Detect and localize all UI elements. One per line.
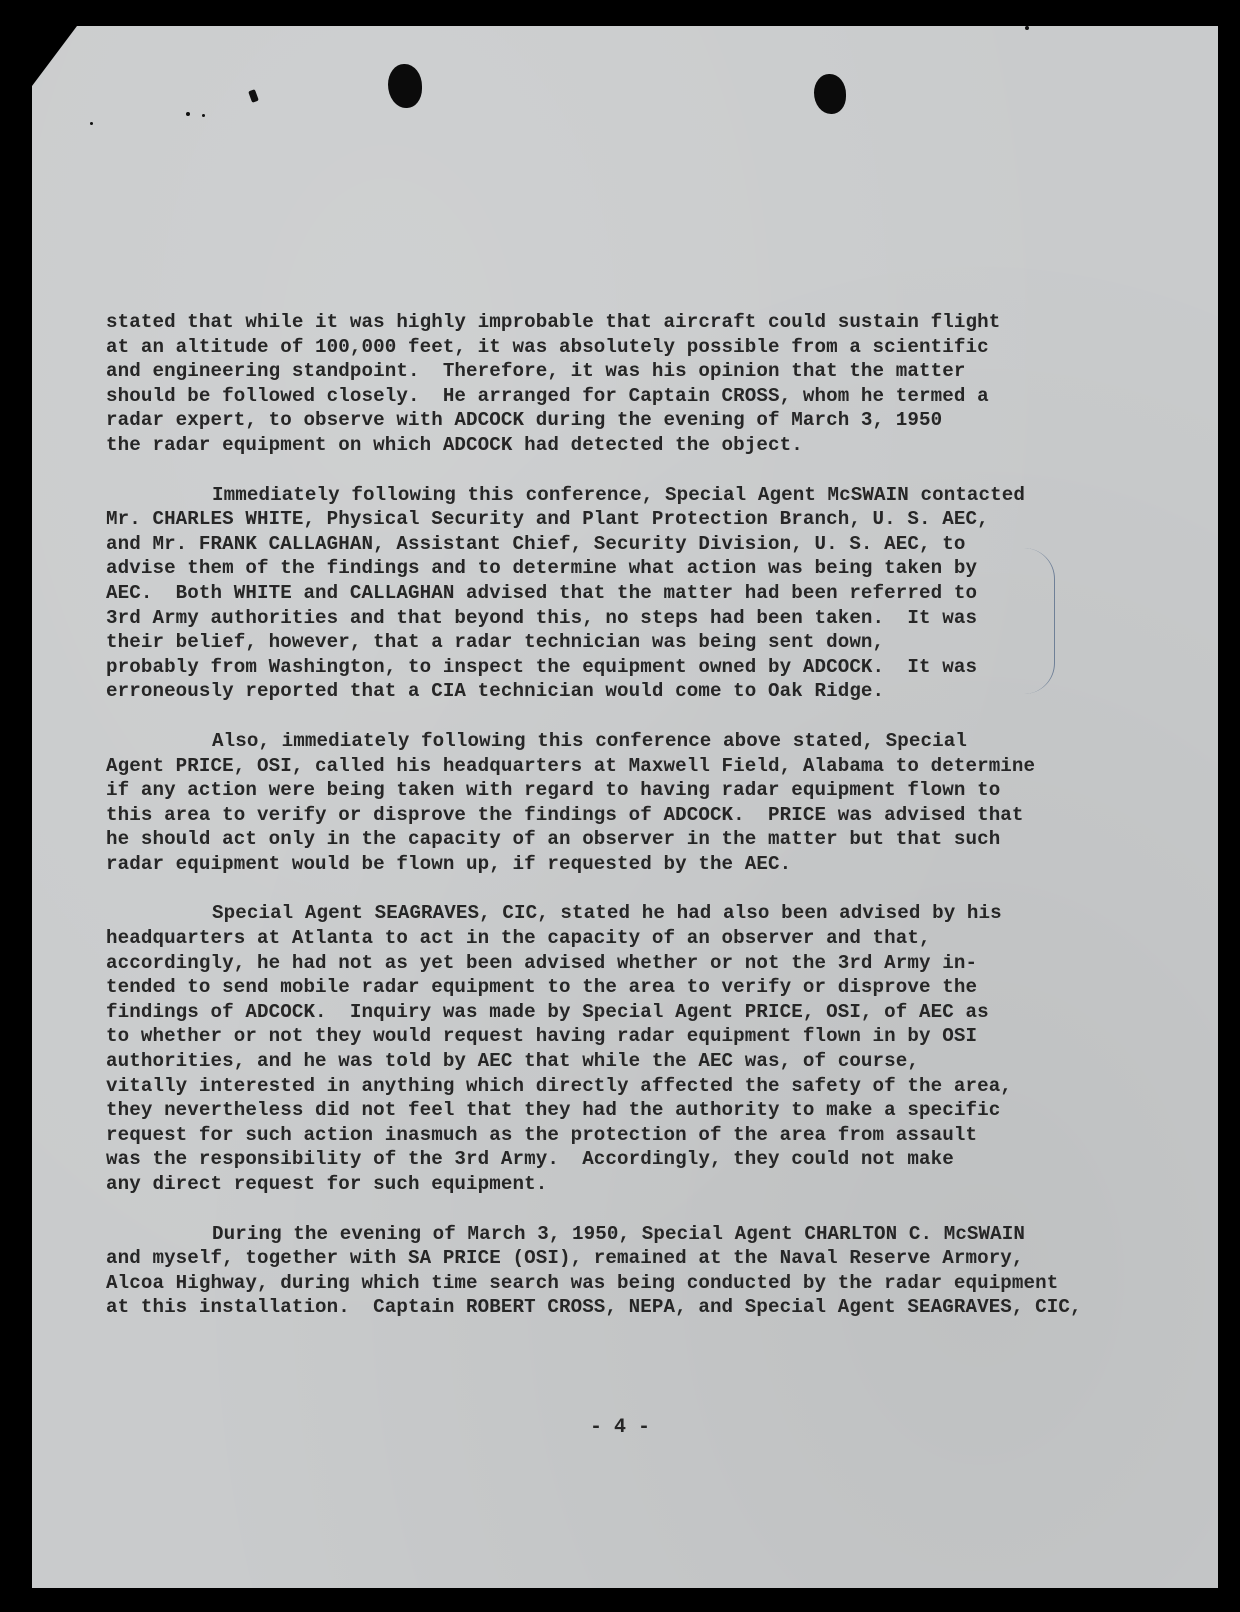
text-line: tended to send mobile radar equipment to the area to verify or disprove the <box>106 976 978 999</box>
text-line: he should act only in the capacity of an observer in the matter but that such <box>106 828 1001 851</box>
text-line: Special Agent SEAGRAVES, CIC, stated he had also been advised by his <box>212 902 1002 925</box>
text-line: Agent PRICE, OSI, called his headquarters at Maxwell Field, Alabama to determine <box>106 754 1036 777</box>
speck-mark <box>1025 26 1029 30</box>
text-line: authorities, and he was told by AEC that while the AEC was, of course, <box>106 1050 920 1073</box>
page-number: - 4 - <box>589 1416 650 1439</box>
text-line: radar equipment would be flown up, if requested by the AEC. <box>106 852 792 875</box>
text-line: probably from Washington, to inspect the equipment owned by ADCOCK. It was <box>106 655 978 678</box>
text-line: stated that while it was highly improbable that aircraft could sustain flight <box>106 311 1001 333</box>
text-line: advise them of the findings and to determine what action was being taken by <box>106 557 978 580</box>
text-line: request for such action inasmuch as the protection of the area from assault <box>106 1123 978 1146</box>
text-line: Also, immediately following this conference above stated, Special <box>212 729 967 752</box>
text-line: Mr. CHARLES WHITE, Physical Security and Plant Protection Branch, U. S. AEC, <box>106 508 989 531</box>
text-line: at an altitude of 100,000 feet, it was absolutely possible from a scientific <box>106 335 989 358</box>
speck-mark <box>248 89 259 103</box>
text-line: vitally interested in anything which directly affected the safety of the area, <box>106 1074 1012 1097</box>
text-line: the radar equipment on which ADCOCK had detected the object. <box>106 433 803 456</box>
text-line: and Mr. FRANK CALLAGHAN, Assistant Chief, Security Division, U. S. AEC, to <box>106 532 966 555</box>
text-line: to whether or not they would request having radar equipment flown in by OSI <box>106 1025 978 1048</box>
paragraph <box>106 483 1116 704</box>
text-line: headquarters at Atlanta to act in the capacity of an observer and that, <box>106 927 931 950</box>
text-line: Immediately following this conference, Special Agent McSWAIN contacted <box>212 483 1026 506</box>
text-line: at this installation. Captain ROBERT CROSS, NEPA, and Special Agent SEAGRAVES, CIC, <box>106 1296 1082 1319</box>
punch-hole-left <box>388 64 422 108</box>
text-line: their belief, however, that a radar technician was being sent down, <box>106 631 885 654</box>
text-line: During the evening of March 3, 1950, Special Agent CHARLTON C. McSWAIN <box>212 1222 1026 1245</box>
text-line: Alcoa Highway, during which time search was being conducted by the radar equipment <box>106 1271 1059 1294</box>
speck-mark <box>202 114 205 117</box>
punch-hole-right <box>814 74 846 114</box>
text-line: findings of ADCOCK. Inquiry was made by Special Agent PRICE, OSI, of AEC as <box>106 1000 989 1023</box>
text-line: and myself, together with SA PRICE (OSI), remained at the Naval Reserve Armory, <box>106 1247 1024 1270</box>
text-line: erroneously reported that a CIA technician would come to Oak Ridge. <box>106 680 885 703</box>
text-line: AEC. Both WHITE and CALLAGHAN advised that the matter had been referred to <box>106 581 978 604</box>
speck-mark <box>90 122 93 125</box>
text-line: any direct request for such equipment. <box>106 1173 548 1195</box>
text-line: should be followed closely. He arranged for Captain CROSS, whom he termed a <box>106 384 989 407</box>
text-line: radar expert, to observe with ADCOCK during the evening of March 3, 1950 <box>106 409 943 432</box>
text-line: was the responsibility of the 3rd Army. Accordingly, they could not make <box>106 1148 954 1171</box>
paragraph <box>106 901 1116 1196</box>
text-line: and engineering standpoint. Therefore, it was his opinion that the matter <box>106 360 966 383</box>
paragraph <box>106 729 1116 877</box>
paragraph <box>106 1222 1116 1320</box>
text-line: this area to verify or disprove the findings of ADCOCK. PRICE was advised that <box>106 803 1024 826</box>
text-line: they nevertheless did not feel that they had the authority to make a specific <box>106 1099 1001 1122</box>
speck-mark <box>186 112 190 116</box>
text-line: 3rd Army authorities and that beyond this, no steps had been taken. It was <box>106 606 978 629</box>
paragraph <box>106 310 1116 458</box>
text-line: if any action were being taken with regard to having radar equipment flown to <box>106 779 1001 802</box>
document-body <box>106 310 1116 1345</box>
text-line: accordingly, he had not as yet been advised whether or not the 3rd Army in- <box>106 951 978 974</box>
